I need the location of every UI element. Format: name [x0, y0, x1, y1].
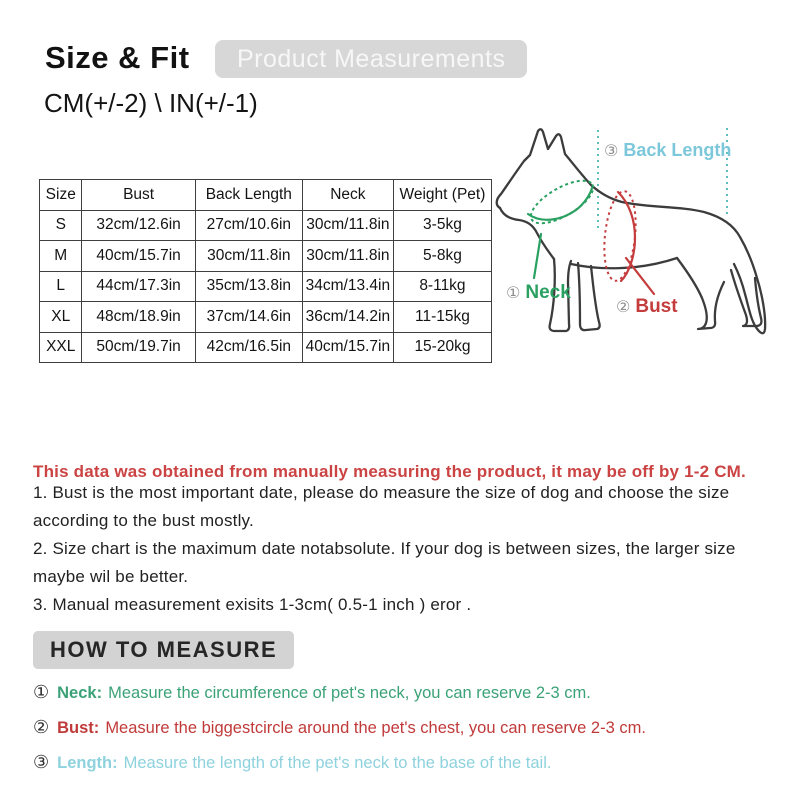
table-cell: 40cm/15.7in [82, 241, 195, 272]
step-text: Measure the length of the pet's neck to the base of the tail. [123, 754, 552, 772]
table-cell: 44cm/17.3in [82, 271, 195, 302]
table-cell: 8-11kg [393, 271, 491, 302]
table-cell: 34cm/13.4in [302, 271, 393, 302]
table-cell: 3-5kg [393, 210, 491, 241]
how-to-measure-heading: HOW TO MEASURE [33, 631, 294, 669]
dog-measurement-diagram [478, 118, 800, 408]
table-row [40, 302, 492, 333]
dog-outline-illustration [478, 118, 800, 408]
table-cell: 35cm/13.8in [195, 271, 302, 302]
table-cell: 37cm/14.6in [195, 302, 302, 333]
column-header-size: Size [40, 180, 82, 211]
table-cell: 48cm/18.9in [82, 302, 195, 333]
circled-1-icon: ① [506, 285, 521, 302]
notes-block [33, 479, 741, 619]
table-cell: 27cm/10.6in [195, 210, 302, 241]
column-header-bust: Bust [82, 180, 195, 211]
table-cell: 5-8kg [393, 241, 491, 272]
bust-pointer-line [626, 258, 654, 294]
measure-step-bust [33, 716, 773, 739]
column-header-weight: Weight (Pet) [393, 180, 491, 211]
table-cell: 30cm/11.8in [302, 241, 393, 272]
table-cell: 30cm/11.8in [302, 210, 393, 241]
measure-step-neck [33, 681, 773, 704]
circled-1-icon: ① [33, 682, 50, 702]
table-cell: 36cm/14.2in [302, 302, 393, 333]
table-cell: M [40, 241, 82, 272]
table-cell: 32cm/12.6in [82, 210, 195, 241]
note-2: 2. Size chart is the maximum date notabsolute. If your dog is between sizes, the larger size maybe wil be better. [33, 539, 736, 586]
product-measurements-badge: Product Measurements [215, 40, 527, 78]
table-cell: XXL [40, 332, 82, 363]
table-header-row [40, 180, 492, 211]
table-cell: L [40, 271, 82, 302]
bust-text: Bust [635, 296, 678, 317]
note-3: 3. Manual measurement exisits 1-3cm( 0.5-1 inch ) eror . [33, 595, 472, 614]
measure-steps [33, 681, 773, 786]
table-row [40, 241, 492, 272]
circled-3-icon: ③ [33, 752, 50, 772]
step-label: Bust: [57, 719, 100, 737]
tolerance-note: CM(+/-2) \ IN(+/-1) [44, 88, 258, 118]
table-row [40, 271, 492, 302]
back-length-label [604, 140, 731, 161]
step-label: Neck: [57, 684, 103, 702]
circled-2-icon: ② [33, 717, 50, 737]
table-cell: 11-15kg [393, 302, 491, 333]
step-text: Measure the biggestcircle around the pet's chest, you can reserve 2-3 cm. [105, 719, 646, 737]
bust-label [616, 296, 678, 318]
table-cell: 40cm/15.7in [302, 332, 393, 363]
neck-text: Neck [525, 282, 571, 303]
table-cell: 50cm/19.7in [82, 332, 195, 363]
column-header-back: Back Length [195, 180, 302, 211]
step-label: Length: [57, 754, 118, 772]
table-cell: 30cm/11.8in [195, 241, 302, 272]
circled-2-icon: ② [616, 299, 631, 316]
step-text: Measure the circumference of pet's neck, you can reserve 2-3 cm. [108, 684, 591, 702]
table-row [40, 210, 492, 241]
back-length-text: Back Length [623, 140, 732, 160]
neck-pointer-line [534, 234, 541, 278]
table-cell: 42cm/16.5in [195, 332, 302, 363]
table-row [40, 332, 492, 363]
note-1: 1. Bust is the most important date, please do measure the size of dog and choose the size according to the bust mostly. [33, 483, 730, 530]
table-cell: S [40, 210, 82, 241]
column-header-neck: Neck [302, 180, 393, 211]
page-title: Size & Fit [45, 40, 190, 75]
circled-3-icon: ③ [604, 143, 619, 160]
measure-step-length [33, 751, 773, 774]
size-table [39, 179, 492, 363]
accuracy-warning: This data was obtained from manually measuring the product, it may be off by 1-2 CM. [33, 462, 746, 481]
table-cell: 15-20kg [393, 332, 491, 363]
neck-label [506, 282, 571, 304]
table-cell: XL [40, 302, 82, 333]
